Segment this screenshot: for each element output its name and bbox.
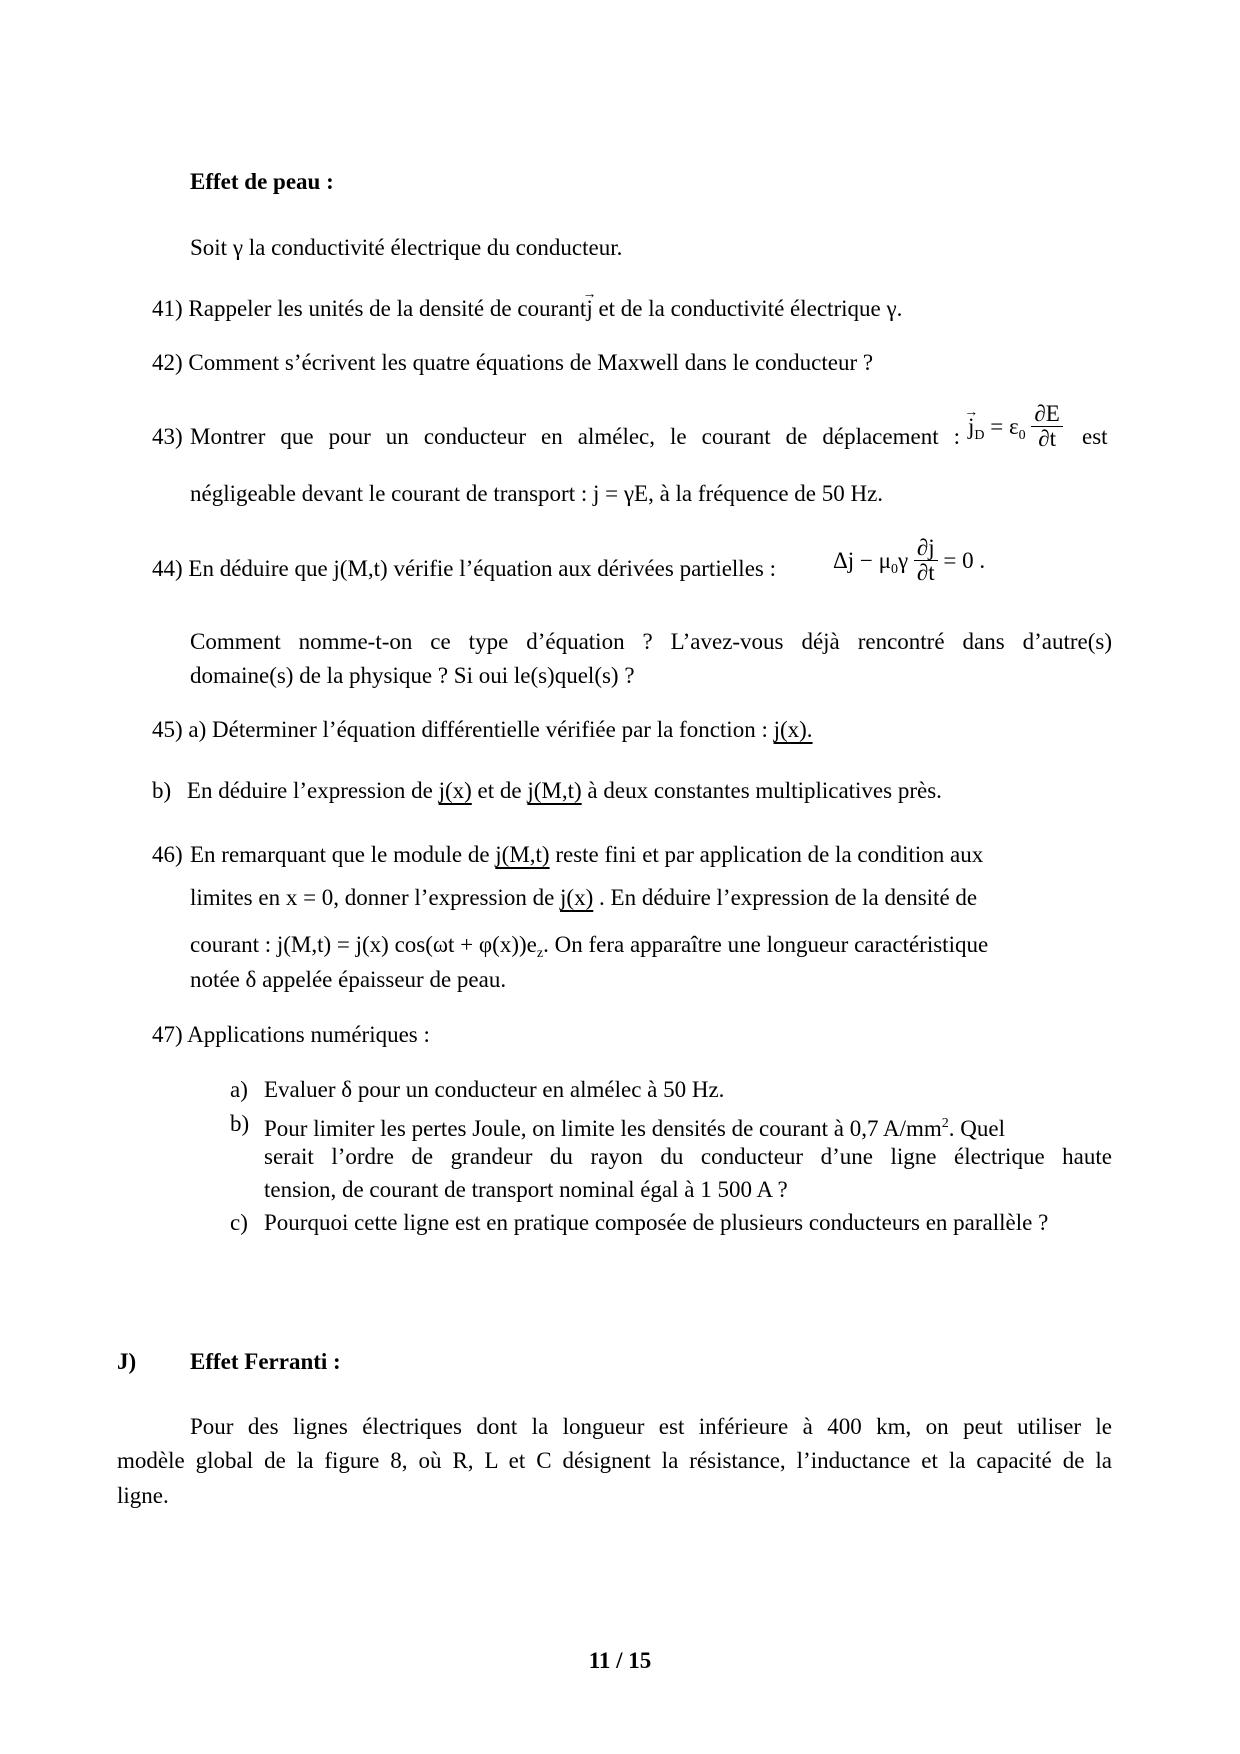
question-text: négligeable devant le courant de transport : bbox=[190, 481, 588, 506]
fraction-numerator: ∂j bbox=[914, 536, 938, 561]
equation-end: = 0 . bbox=[943, 547, 986, 573]
question-42 bbox=[152, 348, 873, 378]
fraction-numerator: ∂E bbox=[1031, 402, 1062, 427]
question-number: 41) bbox=[152, 296, 183, 321]
complex-j-x: j(x). bbox=[773, 717, 813, 742]
question-46-line1 bbox=[190, 840, 1112, 870]
intro-text: Soit γ la conductivité électrique du conducteur. bbox=[190, 235, 623, 260]
question-43-line2 bbox=[190, 479, 883, 509]
sub-item-b-line2: serait l’ordre de grandeur du rayon du conducteur d’une ligne électrique haute bbox=[264, 1144, 1112, 1169]
question-number: 44) bbox=[152, 556, 183, 581]
section-j-label: J) bbox=[117, 1349, 137, 1374]
vector-j: → j bbox=[586, 294, 592, 324]
complex-j-x: j(x) bbox=[438, 778, 472, 803]
paragraph-line1: Pour des lignes électriques dont la longueur est inférieure à 400 km, on peut utiliser le bbox=[190, 1414, 1112, 1439]
sub-item-a-label: a) bbox=[230, 1077, 248, 1102]
question-label: b) bbox=[152, 778, 172, 803]
section-heading: Effet de peau : bbox=[190, 169, 334, 194]
question-text: a) Déterminer l’équation différentielle vérifiée par la fonction : bbox=[188, 717, 768, 742]
subscript-0: 0 bbox=[1018, 427, 1026, 443]
sub-item-b-line3: tension, de courant de transport nominal égal à 1 500 A ? bbox=[264, 1177, 788, 1202]
question-44-line3: domaine(s) de la physique ? Si oui le(s)quel(s) ? bbox=[190, 663, 635, 688]
complex-j-x: j(x) bbox=[560, 885, 594, 910]
question-45a bbox=[152, 715, 813, 745]
question-text-end: et de la conductivité électrique γ. bbox=[598, 296, 903, 321]
sub-item-b-line1 bbox=[264, 1109, 1005, 1144]
sub-item-b-label: b) bbox=[230, 1111, 250, 1136]
question-text: courant : bbox=[190, 932, 272, 957]
sub-item-a-text: Evaluer δ pour un conducteur en almélec à 50 Hz. bbox=[264, 1077, 725, 1102]
question-text: Applications numériques : bbox=[187, 1022, 430, 1047]
question-43-number: 43) bbox=[152, 424, 183, 449]
question-text-end: vérifie l’équation aux dérivées partielles : bbox=[393, 556, 777, 581]
question-text-end: . On fera apparaître une longueur caractéristique bbox=[543, 932, 989, 957]
superscript-2: 2 bbox=[941, 1116, 949, 1131]
complex-j-mt: j(M,t) bbox=[527, 778, 582, 803]
question-text: En déduire que bbox=[188, 556, 328, 581]
question-number: 45) bbox=[152, 717, 183, 742]
question-text-end: reste fini et par application de la condition aux bbox=[555, 842, 984, 867]
fraction-denominator: ∂t bbox=[916, 560, 935, 585]
current-density-expression: j(M,t) = j(x) cos(ωt + φ(x))e bbox=[276, 932, 537, 957]
sub-item-text-end: . Quel bbox=[948, 1116, 1005, 1141]
question-text: et de bbox=[477, 778, 522, 803]
question-43-line1-end: est bbox=[1082, 424, 1108, 449]
transport-current-equation: j = γE bbox=[592, 481, 649, 506]
section-j-title: Effet Ferranti : bbox=[190, 1349, 341, 1374]
question-text-end: . En déduire l’expression de la densité de bbox=[599, 885, 978, 910]
question-46-number: 46) bbox=[152, 842, 183, 867]
question-text-end: à deux constantes multiplicatives près. bbox=[587, 778, 942, 803]
function-j-mt: j(M,t) bbox=[333, 556, 388, 581]
question-number: 42) bbox=[152, 350, 183, 375]
question-text: Comment s’écrivent les quatre équations de Maxwell dans le conducteur ? bbox=[188, 350, 874, 375]
question-text: Rappeler les unités de la densité de courant bbox=[188, 296, 587, 321]
question-46-line4: notée δ appelée épaisseur de peau. bbox=[190, 967, 507, 992]
page-number: 11 / 15 bbox=[588, 1648, 652, 1673]
paragraph-line3: ligne. bbox=[117, 1483, 169, 1508]
question-text: En remarquant que le module de bbox=[190, 842, 490, 867]
question-text-end: , à la fréquence de 50 Hz. bbox=[648, 481, 884, 506]
paragraph-line2: modèle global de la figure 8, où R, L et C désignent la résistance, l’inductance et la capacité de la bbox=[117, 1448, 1112, 1473]
question-43-line1: Montrer que pour un conducteur en almélec, le courant de déplacement : bbox=[190, 424, 960, 449]
question-44-line2: Comment nomme-t-on ce type d’équation ? L’avez-vous déjà rencontré dans d’autre(s) bbox=[190, 629, 1112, 654]
subscript-0: 0 bbox=[890, 561, 898, 577]
fraction bbox=[914, 536, 938, 585]
sub-item-text: Pour limiter les pertes Joule, on limite les densités de courant à 0,7 A/mm bbox=[264, 1116, 942, 1141]
sub-item-c-label: c) bbox=[230, 1210, 248, 1235]
displacement-current-equation bbox=[968, 401, 1063, 453]
subscript-d: D bbox=[974, 427, 985, 443]
equals-epsilon: = ε bbox=[984, 413, 1019, 439]
fraction bbox=[1031, 402, 1062, 451]
subscript-z: z bbox=[536, 946, 544, 961]
question-number: 47) bbox=[152, 1022, 183, 1047]
diffusion-equation bbox=[833, 535, 986, 587]
sub-item-c-text: Pourquoi cette ligne est en pratique composée de plusieurs conducteurs en parallèle ? bbox=[264, 1210, 1049, 1235]
question-47 bbox=[152, 1020, 430, 1050]
laplacian-term: Δj − μ bbox=[833, 547, 891, 573]
fraction-denominator: ∂t bbox=[1038, 426, 1056, 451]
question-text: En déduire l’expression de bbox=[186, 778, 433, 803]
question-46-line3 bbox=[190, 930, 988, 969]
vector-j: → j bbox=[968, 412, 974, 442]
complex-j-mt: j(M,t) bbox=[495, 842, 550, 867]
question-41 bbox=[152, 294, 902, 324]
question-text: limites en x = 0, donner l’expression de bbox=[190, 885, 555, 910]
question-46-line2 bbox=[190, 883, 977, 913]
question-45b bbox=[152, 776, 942, 806]
question-44-line1 bbox=[152, 554, 776, 584]
gamma: γ bbox=[897, 547, 909, 573]
